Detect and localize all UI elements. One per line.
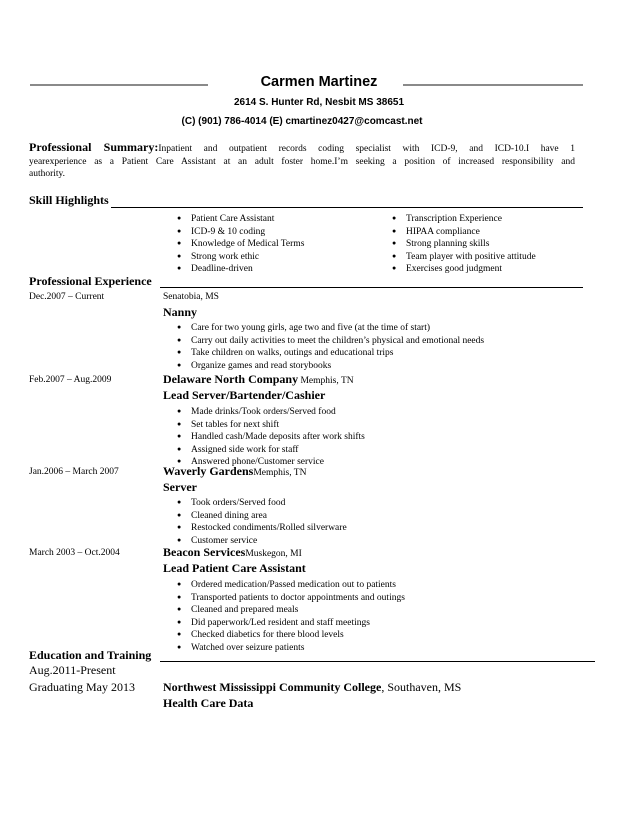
skills-list-right	[392, 213, 536, 276]
education-heading: Education and Training	[29, 648, 152, 662]
list-item: ● Handled cash/Made deposits after work shifts	[177, 431, 365, 444]
job-role: Server	[163, 480, 197, 494]
skills-heading: Skill Highlights	[29, 193, 109, 207]
job-location: Memphis, TN	[298, 376, 354, 386]
list-item: ● Exercises good judgment	[392, 263, 536, 276]
list-item: ● Knowledge of Medical Terms	[177, 238, 304, 251]
company-name: Delaware North Company	[163, 372, 299, 386]
list-item: ● Care for two young girls, age two and five (at the time of start)	[177, 322, 484, 335]
job-location: Senatobia, MS	[163, 292, 219, 302]
job-duties	[177, 579, 405, 654]
education-school	[163, 680, 461, 695]
job-location: Muskegon, MI	[245, 549, 302, 559]
company-name: Beacon Services	[163, 545, 246, 559]
list-item: ● Made drinks/Took orders/Served food	[177, 406, 365, 419]
list-item: ● Checked diabetics for there blood levels	[177, 629, 405, 642]
list-item: ● Watched over seizure patients	[177, 642, 405, 655]
list-item: ● ICD-9 & 10 coding	[177, 226, 304, 239]
experience-heading: Professional Experience	[29, 274, 152, 288]
list-item: ● Ordered medication/Passed medication out to patients	[177, 579, 405, 592]
list-item: ● Transcription Experience	[392, 213, 536, 226]
list-item: ● Strong planning skills	[392, 238, 536, 251]
list-item: ● Restocked condiments/Rolled silverware	[177, 522, 347, 535]
list-item: ● Deadline-driven	[177, 263, 304, 276]
applicant-name: Carmen Martinez	[260, 74, 378, 90]
job-dates: Dec.2007 – Current	[29, 292, 105, 302]
summary-text-line3: authority.	[29, 169, 66, 179]
list-item: ● Answered phone/Customer service	[177, 456, 365, 469]
summary-label: Professional Summary:	[29, 140, 159, 154]
list-item: ● Assigned side work for staff	[177, 444, 365, 457]
skills-rule	[111, 207, 583, 208]
education-program: Health Care Data	[163, 696, 254, 710]
experience-rule	[160, 287, 583, 288]
education-date-start: Aug.2011-Present	[29, 663, 116, 677]
job-duties	[177, 322, 484, 372]
skills-list-left	[177, 213, 304, 276]
list-item: ● Take children on walks, outings and educational trips	[177, 347, 484, 360]
job-dates: March 2003 – Oct.2004	[29, 548, 120, 558]
list-item: ● Customer service	[177, 535, 347, 548]
job-company	[163, 372, 354, 387]
list-item: ● Team player with positive attitude	[392, 251, 536, 264]
summary-text-line1: Inpatient and outpatient records coding specialist with ICD-9, and ICD-10.I have 1	[158, 144, 575, 154]
education-date-grad: Graduating May 2013	[29, 680, 135, 694]
list-item: ● Cleaned and prepared meals	[177, 604, 405, 617]
contact-line: (C) (901) 786-4014 (E) cmartinez0427@comcast.net	[181, 116, 423, 127]
job-company	[163, 464, 306, 479]
job-role: Lead Server/Bartender/Cashier	[163, 388, 326, 402]
address-line: 2614 S. Hunter Rd, Nesbit MS 38651	[233, 97, 405, 108]
job-company	[163, 545, 302, 560]
list-item: ● Strong work ethic	[177, 251, 304, 264]
school-name: Northwest Mississippi Community College	[163, 680, 382, 694]
summary-text-line2: yearexperience as a Patient Care Assistant at an adult foster home.I’m seeking a position of increased responsibility and	[29, 156, 575, 167]
list-item: ● Patient Care Assistant	[177, 213, 304, 226]
list-item: ● HIPAA compliance	[392, 226, 536, 239]
list-item: ● Set tables for next shift	[177, 419, 365, 432]
list-item: ● Cleaned dining area	[177, 510, 347, 523]
company-name: Waverly Gardens	[163, 464, 254, 478]
job-duties	[177, 497, 347, 547]
job-role: Lead Patient Care Assistant	[163, 561, 306, 575]
list-item: ● Transported patients to doctor appointments and outings	[177, 592, 405, 605]
job-role: Nanny	[163, 305, 198, 319]
school-location: , Southaven, MS	[381, 680, 462, 694]
job-duties	[177, 406, 365, 469]
education-rule	[160, 661, 595, 662]
list-item: ● Took orders/Served food	[177, 497, 347, 510]
list-item: ● Carry out daily activities to meet the children’s physical and emotional needs	[177, 335, 484, 348]
job-location: Memphis, TN	[253, 468, 307, 478]
list-item: ● Did paperwork/Led resident and staff meetings	[177, 617, 405, 630]
summary-block	[29, 141, 575, 181]
job-dates: Jan.2006 – March 2007	[29, 467, 119, 477]
job-dates: Feb.2007 – Aug.2009	[29, 375, 112, 385]
list-item: ● Organize games and read storybooks	[177, 360, 484, 373]
